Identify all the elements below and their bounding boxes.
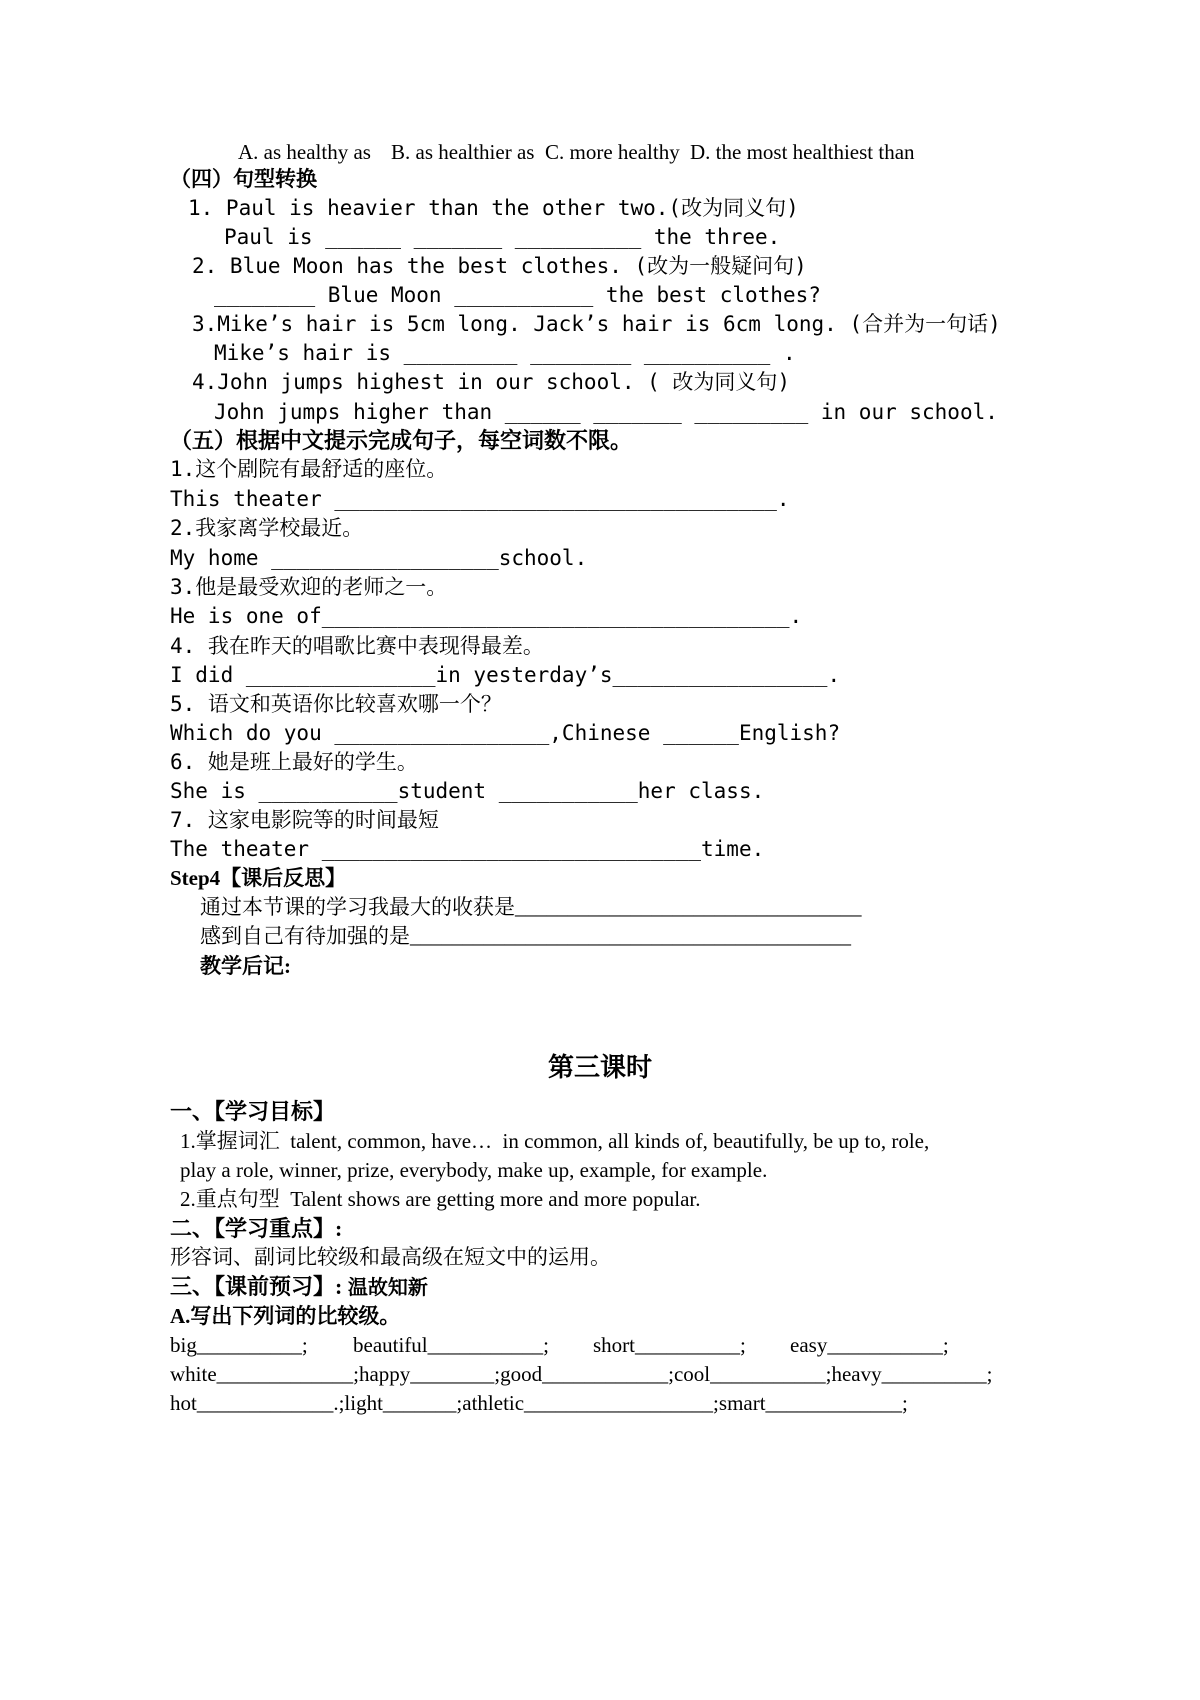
comparative-blank-row: hot_____________.;light_______;athletic__________________;smart_____________; (170, 1391, 908, 1415)
english-blank-line: My home __________________school. (170, 546, 588, 570)
sentence-transform-answer: Mike’s hair is _________ ________ __________ . (214, 341, 796, 365)
preview-heading (170, 1276, 428, 1298)
comparative-blank-row: white_____________;happy________;good____________;cool___________;heavy__________; (170, 1362, 993, 1386)
focus-text: 形容词、副词比较级和最高级在短文中的运用。 (170, 1245, 611, 1269)
sentence-transform-question: 4.John jumps highest in our school. ( 改为同义句) (192, 370, 791, 394)
sentence-transform-answer: ________ Blue Moon ___________ the best clothes? (214, 283, 821, 307)
sentence-transform-question: 1. Paul is heavier than the other two.(改为同义句) (188, 196, 799, 220)
comparative-blank: short__________; (593, 1333, 746, 1357)
english-blank-line: I did _______________in yesterday’s_________________. (170, 663, 841, 687)
section4-heading: （四）句型转换 (170, 167, 317, 191)
comparative-blank: beautiful___________; (353, 1333, 549, 1357)
goal-vocabulary: 1.掌握词汇 talent, common, have… in common, all kinds of, beautifully, be up to, role, (180, 1129, 930, 1153)
chinese-prompt: 5. 语文和英语你比较喜欢哪一个？ (170, 692, 502, 716)
preview-heading-label: 三、【课前预习】: (170, 1274, 348, 1299)
goals-heading: 一、【学习目标】 (170, 1099, 336, 1124)
comparative-blank: easy___________; (790, 1333, 949, 1357)
step4-heading: Step4【课后反思】 (170, 866, 347, 890)
chinese-prompt: 4. 我在昨天的唱歌比赛中表现得最差。 (170, 634, 544, 658)
english-blank-line: The theater ______________________________time. (170, 837, 765, 861)
teaching-notes-label: 教学后记: (200, 954, 291, 978)
chinese-prompt: 7. 这家电影院等的时间最短 (170, 808, 439, 832)
option-a: A. as healthy as (238, 140, 371, 164)
reflection-gain: 通过本节课的学习我最大的收获是_________________________________ (200, 895, 862, 919)
comparative-blank: big__________; (170, 1333, 308, 1357)
sentence-transform-answer: John jumps higher than ______ _______ _________ in our school. (214, 400, 998, 424)
chinese-prompt: 1.这个剧院有最舒适的座位。 (170, 457, 448, 481)
lesson-title: 第三课时 (547, 1053, 652, 1082)
sentence-transform-question: 2. Blue Moon has the best clothes. (改为一般疑问句) (192, 254, 807, 278)
english-blank-line: She is ___________student ___________her class. (170, 779, 765, 803)
part-a-heading: A.写出下列词的比较级。 (170, 1304, 401, 1328)
section5-heading: （五）根据中文提示完成句子，每空词数不限。 (170, 428, 633, 453)
sentence-transform-answer: Paul is ______ _______ __________ the three. (224, 225, 781, 249)
english-blank-line: This theater ___________________________________. (170, 487, 790, 511)
option-d: D. the most healthiest than (690, 140, 915, 164)
chinese-prompt: 3.他是最受欢迎的老师之一。 (170, 575, 448, 599)
english-blank-line: He is one of_____________________________________. (170, 604, 803, 628)
reflection-improve: 感到自己有待加强的是__________________________________________ (200, 924, 851, 948)
english-blank-line: Which do you _________________,Chinese ______English? (170, 721, 841, 745)
chinese-prompt: 6. 她是班上最好的学生。 (170, 750, 418, 774)
option-b: B. as healthier as (391, 140, 535, 164)
chinese-prompt: 2.我家离学校最近。 (170, 516, 364, 540)
sentence-transform-question: 3.Mike’s hair is 5cm long. Jack’s hair is 6cm long. (合并为一句话) (192, 312, 1001, 336)
goal-vocabulary-cont: play a role, winner, prize, everybody, make up, example, for example. (180, 1158, 768, 1182)
focus-heading: 二、【学习重点】: (170, 1216, 343, 1241)
goal-sentence-pattern: 2.重点句型 Talent shows are getting more and more popular. (180, 1187, 701, 1211)
preview-subheading: 温故知新 (347, 1277, 428, 1299)
option-c: C. more healthy (545, 140, 680, 164)
